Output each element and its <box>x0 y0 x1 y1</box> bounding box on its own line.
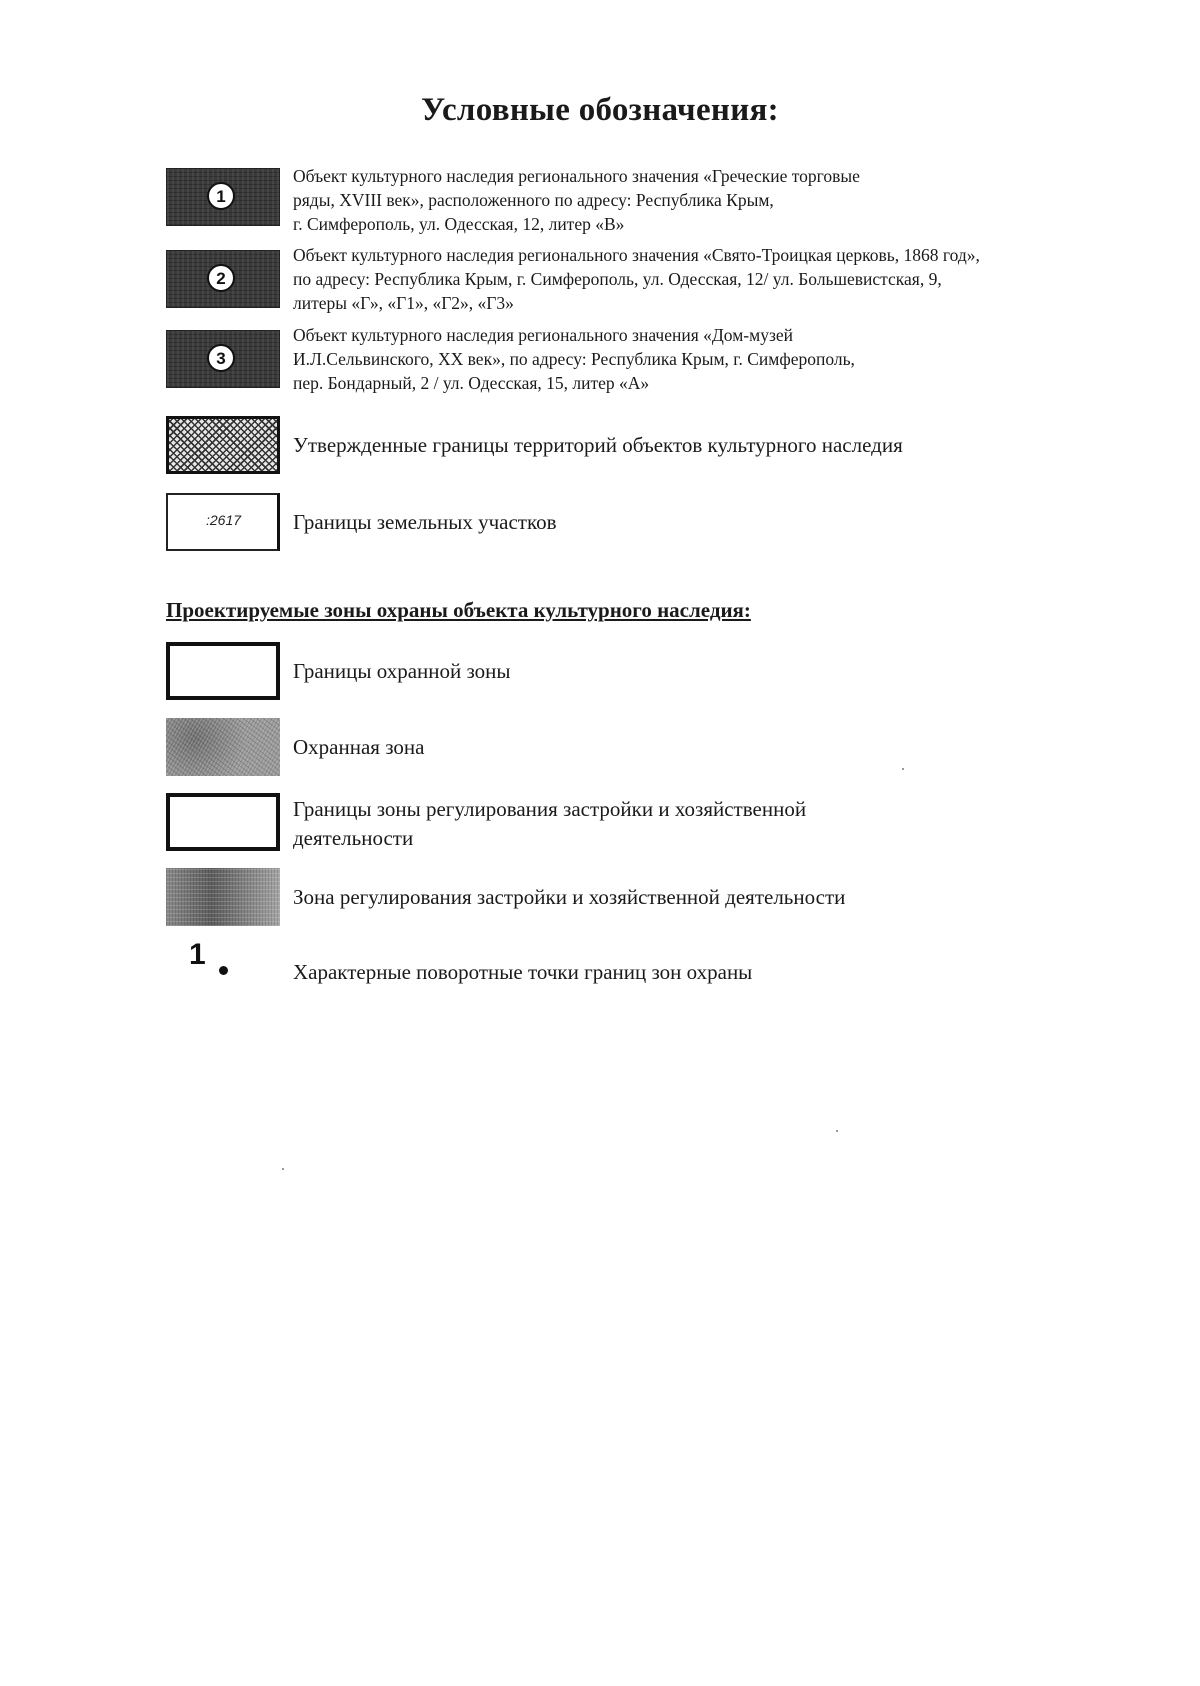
page-title: Условные обозначения: <box>421 92 779 128</box>
scan-speck <box>836 1130 838 1132</box>
section-heading: Проектируемые зоны охраны объекта культурного наследия: <box>166 598 751 622</box>
label-line: деятельности <box>293 826 414 850</box>
scan-speck <box>282 1168 284 1170</box>
object-number-badge: 1 <box>207 182 235 210</box>
heritage-object-description <box>293 243 1153 315</box>
description-line: литеры «Г», «Г1», «Г2», «Г3» <box>293 293 514 313</box>
description-line: И.Л.Сельвинского, XX век», по адресу: Республика Крым, г. Симферополь, <box>293 349 855 369</box>
heritage-object-swatch <box>166 168 280 226</box>
regulation-zone-swatch <box>166 868 280 926</box>
description-line: ряды, XVIII век», расположенного по адресу: Республика Крым, <box>293 190 774 210</box>
description-line: Объект культурного наследия регионального значения «Свято-Троицкая церковь, 1868 год», <box>293 245 980 265</box>
heritage-object-description <box>293 164 1153 236</box>
scan-speck <box>902 768 904 770</box>
land-plot-swatch <box>166 493 280 551</box>
turning-point-number-sample: 1 <box>189 938 206 971</box>
outline-swatch <box>166 793 280 851</box>
regulation-zone-label: Зона регулирования застройки и хозяйственной деятельности <box>293 885 846 909</box>
protection-boundary-label: Границы охранной зоны <box>293 659 511 683</box>
protection-zone-label: Охранная зона <box>293 735 425 759</box>
outline-swatch <box>166 642 280 700</box>
heritage-object-swatch <box>166 330 280 388</box>
description-line: Объект культурного наследия регионального значения «Дом-музей <box>293 325 793 345</box>
heritage-object-description <box>293 323 1153 395</box>
protection-zone-swatch <box>166 718 280 776</box>
regulation-boundary-label <box>293 795 1153 853</box>
description-line: г. Симферополь, ул. Одесская, 12, литер «В» <box>293 214 625 234</box>
heritage-object-swatch <box>166 250 280 308</box>
label-line: Границы зоны регулирования застройки и хозяйственной <box>293 797 807 821</box>
crosshatch-swatch <box>166 416 280 474</box>
object-number-badge: 3 <box>207 344 235 372</box>
object-number-badge: 2 <box>207 264 235 292</box>
description-line: пер. Бондарный, 2 / ул. Одесская, 15, литер «А» <box>293 373 650 393</box>
description-line: Объект культурного наследия регионального значения «Греческие торговые <box>293 166 860 186</box>
approved-boundaries-label: Утвержденные границы территорий объектов культурного наследия <box>293 433 903 457</box>
parcel-number-sample: :2617 <box>206 512 242 528</box>
land-plots-label: Границы земельных участков <box>293 510 557 534</box>
turning-points-label: Характерные поворотные точки границ зон охраны <box>293 960 753 984</box>
description-line: по адресу: Республика Крым, г. Симферополь, ул. Одесская, 12/ ул. Большевистская, 9, <box>293 269 942 289</box>
turning-point-dot-icon <box>219 966 228 975</box>
